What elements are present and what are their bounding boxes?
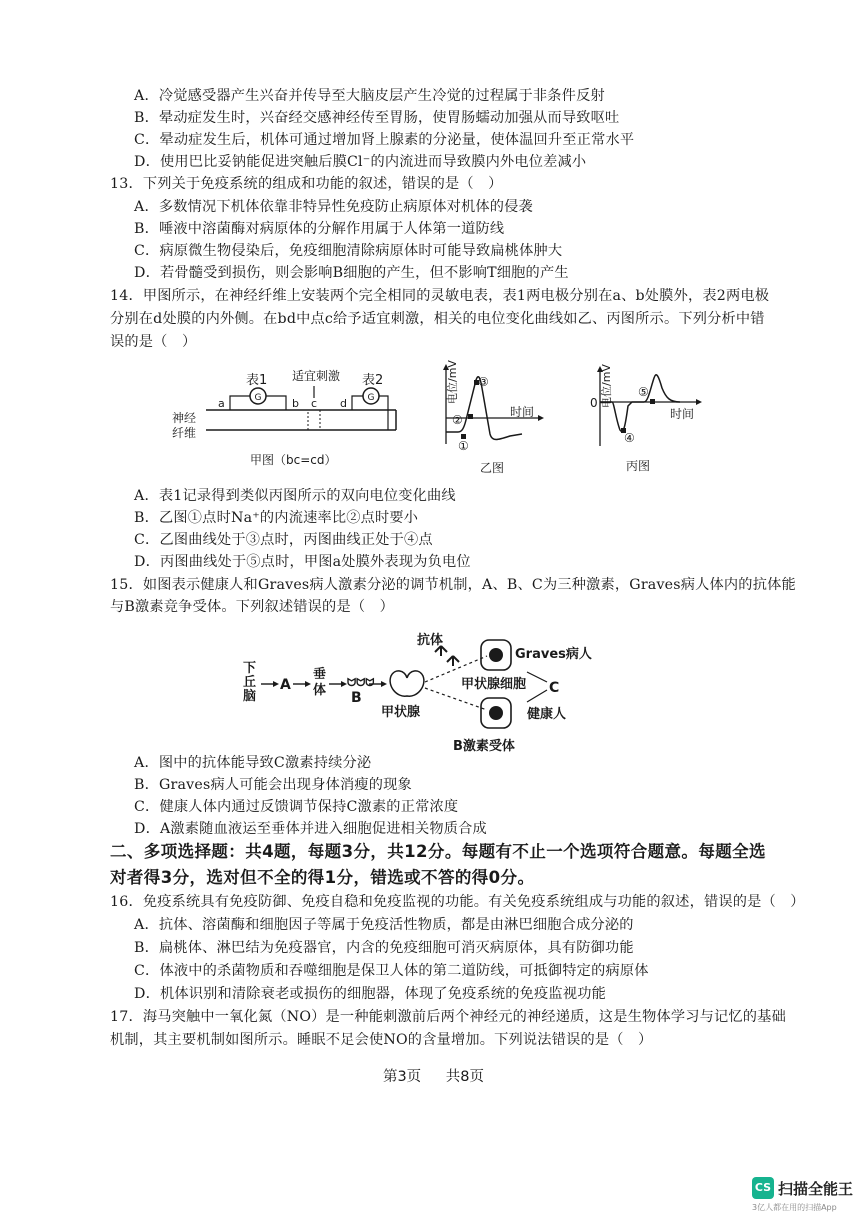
section2-line1: 二、多项选择题：共4题，每题3分，共12分。每题有不止一个选项符合题意。每题全选 bbox=[110, 842, 766, 861]
q12-option-a: A．冷觉感受器产生兴奋并传导至大脑皮层产生冷觉的过程属于非条件反射 bbox=[134, 88, 605, 104]
q14-stem-line2: 分别在d处膜的内外侧。在bd中点c给予适宜刺激，相关的电位变化曲线如乙、丙图所示。下列分析中错 bbox=[110, 311, 765, 327]
bing-point-5: ⑤ bbox=[638, 385, 649, 399]
figure-bing bbox=[570, 360, 710, 480]
brand-name: 扫描全能王 bbox=[778, 1180, 854, 1198]
bing-caption: 丙图 bbox=[626, 459, 651, 473]
hormone-c: C bbox=[549, 680, 560, 696]
fiber-label-1: 神经 bbox=[172, 411, 197, 425]
bing-point-4: ④ bbox=[624, 431, 635, 445]
bing-ylabel: 电位/mV bbox=[600, 364, 613, 408]
page-number: 第3页 bbox=[382, 1069, 422, 1085]
q14-option-a: A．表1记录得到类似丙图所示的双向电位变化曲线 bbox=[134, 488, 456, 504]
q15-option-d: D．A激素随血液运至垂体并进入细胞促进相关物质合成 bbox=[134, 821, 487, 837]
bing-xlabel: 时间 bbox=[670, 407, 695, 421]
healthy-label: 健康人 bbox=[527, 707, 567, 722]
q15-stem-line1: 15．如图表示健康人和Graves病人激素分泌的调节机制，A、B、C为三种激素，Graves病人体内的抗体能 bbox=[110, 577, 796, 593]
q14-option-d: D．丙图曲线处于⑤点时，甲图a处膜外表现为负电位 bbox=[134, 554, 471, 570]
pituitary-2: 体 bbox=[313, 683, 327, 698]
q16-option-a: A．抗体、溶菌酶和细胞因子等属于免疫活性物质，都是由淋巴细胞合成分泌的 bbox=[134, 917, 634, 933]
figure-yi bbox=[418, 360, 548, 480]
q13-option-b: B．唾液中溶菌酶对病原体的分解作用属于人体第一道防线 bbox=[134, 221, 505, 237]
yi-point-2: ② bbox=[452, 413, 463, 427]
q15-stem-line2: 与B激素竞争受体。下列叙述错误的是（ ） bbox=[110, 599, 394, 615]
q16-option-b: B．扁桃体、淋巴结为免疫器官，内含的免疫细胞可消灭病原体，具有防御功能 bbox=[134, 940, 634, 956]
q15-option-c: C．健康人体内通过反馈调节保持C激素的正常浓度 bbox=[134, 799, 459, 815]
stimulus-label: 适宜刺激 bbox=[292, 369, 341, 383]
point-b: b bbox=[292, 397, 299, 410]
page-footer bbox=[0, 1065, 867, 1086]
figure-q15 bbox=[235, 622, 605, 757]
bing-zero: 0 bbox=[590, 396, 598, 410]
q12-option-c: C．晕动症发生后，机体可通过增加肾上腺素的分泌量，使体温回升至正常水平 bbox=[134, 132, 635, 148]
yi-point-1: ① bbox=[458, 439, 469, 453]
hypothalamus-3: 脑 bbox=[243, 689, 257, 704]
meter1-symbol: G bbox=[254, 393, 262, 403]
q14-stem-line1: 14．甲图所示，在神经纤维上安装两个完全相同的灵敏电表，表1两电极分别在a、b处膜外，表2两电极 bbox=[110, 288, 770, 304]
meter1-label: 表1 bbox=[246, 373, 268, 388]
q16-option-c: C．体液中的杀菌物质和吞噬细胞是保卫人体的第二道防线，可抵御特定的病原体 bbox=[134, 963, 649, 979]
q16-option-d: D．机体识别和清除衰老或损伤的细胞器，体现了免疫系统的免疫监视功能 bbox=[134, 986, 606, 1002]
page-total: 共8页 bbox=[445, 1069, 485, 1085]
scanner-watermark bbox=[752, 1177, 862, 1217]
pituitary-1: 垂 bbox=[313, 667, 327, 682]
yi-ylabel: 电位/mV bbox=[446, 360, 459, 404]
meter2-label: 表2 bbox=[362, 373, 384, 388]
q13-option-d: D．若骨髓受到损伤，则会影响B细胞的产生，但不影响T细胞的产生 bbox=[134, 265, 569, 281]
yi-caption: 乙图 bbox=[480, 461, 505, 475]
q12-option-b: B．晕动症发生时，兴奋经交感神经传至胃肠，使胃肠蠕动加强从而导致呕吐 bbox=[134, 110, 620, 126]
q13-option-c: C．病原微生物侵染后，免疫细胞清除病原体时可能导致扁桃体肿大 bbox=[134, 243, 563, 259]
q16-stem: 16．免疫系统具有免疫防御、免疫自稳和免疫监视的功能。有关免疫系统组成与功能的叙述，错误的是（ ） bbox=[110, 894, 805, 910]
figure-jia bbox=[168, 362, 408, 472]
svg-text:ᗢᗢᗢ: ᗢᗢᗢ bbox=[347, 676, 375, 689]
point-d: d bbox=[340, 397, 347, 410]
q17-stem-line1: 17．海马突触中一氧化氮（NO）是一种能刺激前后两个神经元的神经递质，这是生物体学习与记忆的基础 bbox=[110, 1009, 786, 1025]
antibody-label: 抗体 bbox=[417, 633, 444, 648]
meter2-symbol: G bbox=[367, 393, 375, 403]
q12-option-d: D．使用巴比妥钠能促进突触后膜Cl⁻的内流进而导致膜内外电位差减小 bbox=[134, 154, 587, 170]
antibody-icon bbox=[435, 646, 459, 666]
hormone-b: B bbox=[351, 690, 362, 706]
q17-stem-line2: 机制，其主要机制如图所示。睡眠不足会使NO的含量增加。下列说法错误的是（ ） bbox=[110, 1032, 653, 1048]
q15-option-b: B．Graves病人可能会出现身体消瘦的现象 bbox=[134, 777, 412, 793]
hormone-a: A bbox=[280, 677, 291, 693]
q14-option-b: B．乙图①点时Na⁺的内流速率比②点时要小 bbox=[134, 510, 419, 526]
camscanner-logo-icon: CS bbox=[752, 1177, 774, 1199]
hypothalamus-1: 下 bbox=[243, 661, 257, 676]
q13-option-a: A．多数情况下机体依靠非特异性免疫防止病原体对机体的侵袭 bbox=[134, 199, 533, 215]
point-a: a bbox=[218, 397, 225, 410]
thyroid-label: 甲状腺 bbox=[381, 705, 421, 720]
q13-stem: 13．下列关于免疫系统的组成和功能的叙述，错误的是（ ） bbox=[110, 176, 503, 192]
fiber-label-2: 纤维 bbox=[172, 426, 197, 440]
thyroid-cell-label: 甲状腺细胞 bbox=[461, 677, 527, 692]
brand-tagline: 3亿人都在用的扫描App bbox=[752, 1203, 837, 1212]
yi-point-3: ③ bbox=[478, 375, 489, 389]
hypothalamus-2: 丘 bbox=[243, 675, 257, 690]
point-c: c bbox=[311, 397, 318, 410]
yi-xlabel: 时间 bbox=[510, 405, 535, 419]
graves-label: Graves病人 bbox=[515, 647, 592, 662]
thyroid-shape bbox=[390, 671, 424, 696]
section2-line2: 对者得3分，选对但不全的得1分，错选或不答的得0分。 bbox=[110, 868, 535, 887]
q14-option-c: C．乙图曲线处于③点时，丙图曲线正处于④点 bbox=[134, 532, 433, 548]
q14-stem-line3: 误的是（ ） bbox=[110, 334, 197, 350]
q15-option-a: A．图中的抗体能导致C激素持续分泌 bbox=[134, 755, 372, 771]
receptor-label: B激素受体 bbox=[453, 739, 515, 754]
fig-jia-caption: 甲图（bc=cd） bbox=[250, 453, 337, 467]
